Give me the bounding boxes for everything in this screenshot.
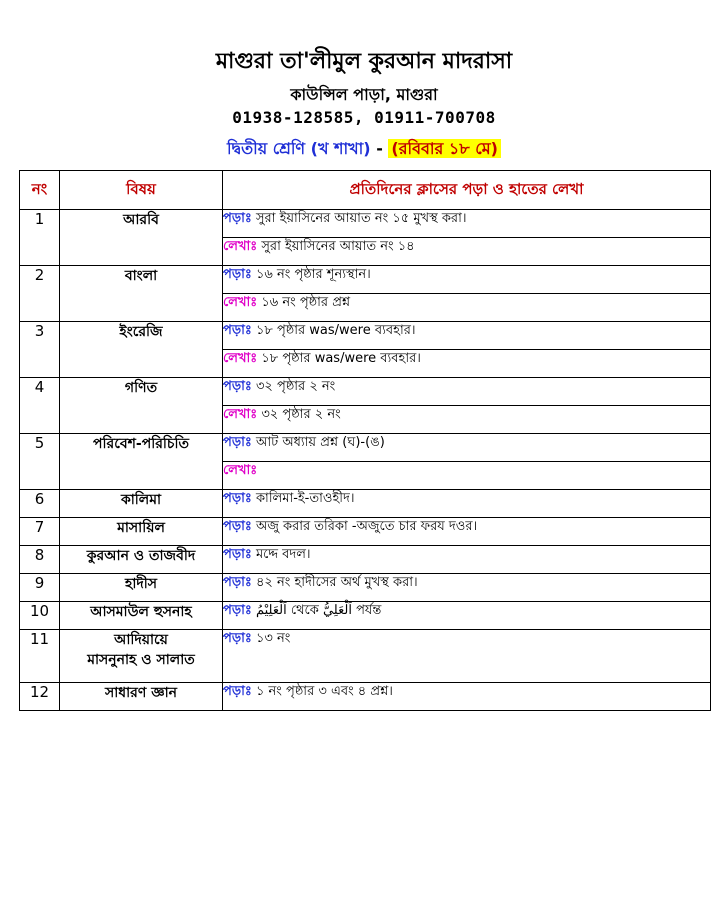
arabic-name-start: اَلْعَلِيْمُ [255,603,287,618]
write-task [223,350,711,378]
subject-line-2: মাসনুনাহ ও সালাত [87,652,195,668]
madrasa-address: কাউন্সিল পাড়া, মাগুরা [290,85,438,104]
read-label: পড়াঃ [223,211,252,226]
row-number: 8 [20,546,60,574]
subject-name: কালিমা [60,490,223,518]
table-row [20,546,711,574]
read-text: কালিমা-ই-তাওহীদ। [255,491,355,506]
row-number: 4 [20,378,60,434]
subject-name: হাদীস [60,574,223,602]
read-task [223,546,711,574]
phone-numbers: 01938-128585, 01911-700708 [232,108,496,127]
class-info-line [0,136,728,163]
read-task [223,490,711,518]
madrasa-title: মাগুরা তা'লীমুল কুরআন মাদরাসা [215,49,513,74]
header-subject: বিষয় [60,171,223,210]
read-task [223,266,711,294]
table-header-row [20,171,711,210]
subject-name: আসমাউল হুসনাহ [60,602,223,630]
subject-name: বাংলা [60,266,223,322]
read-text: সুরা ইয়াসিনের আয়াত নং ১৫ মুখস্থ করা। [255,211,467,226]
table-row [20,683,711,711]
read-label: পড়াঃ [223,267,252,282]
routine-table [19,170,711,711]
subject-name: ইংরেজি [60,322,223,378]
write-task [223,462,711,490]
read-label: পড়াঃ [223,684,252,699]
read-task [223,518,711,546]
table-row [20,574,711,602]
row-number: 7 [20,518,60,546]
read-text: ১ নং পৃষ্ঠার ৩ এবং ৪ প্রশ্ন। [255,684,393,699]
read-task [223,602,711,630]
subject-name: সাধারণ জ্ঞান [60,683,223,711]
table-row [20,210,711,238]
write-label: লেখাঃ [223,351,258,366]
subject-name: কুরআন ও তাজবীদ [60,546,223,574]
read-label: পড়াঃ [223,603,252,618]
subject-name: পরিবেশ-পরিচিতি [60,434,223,490]
day-date-highlight: (রবিবার ১৮ মে) [388,139,501,158]
read-label: পড়াঃ [223,435,252,450]
read-text-from: থেকে [286,603,323,618]
read-text: অজু করার তরিকা -অজুতে চার ফরয দওর। [255,519,478,534]
row-number: 12 [20,683,60,711]
subject-name: মাসায়িল [60,518,223,546]
read-label: পড়াঃ [223,575,252,590]
table-row [20,378,711,406]
read-label: পড়াঃ [223,631,252,646]
row-number: 3 [20,322,60,378]
read-task [223,574,711,602]
read-text: ৩২ পৃষ্ঠার ২ নং [255,379,336,394]
read-label: পড়াঃ [223,519,252,534]
write-label: লেখাঃ [223,239,258,254]
read-text-to: পর্যন্ত [351,603,382,618]
write-label: লেখাঃ [223,295,258,310]
write-text: ১৮ পৃষ্ঠার was/were ব্যবহার। [261,351,421,366]
read-task [223,683,711,711]
row-number: 2 [20,266,60,322]
subject-name [60,630,223,683]
read-text: আট অধ্যায় প্রশ্ন (ঘ)-(ঙ) [255,435,385,450]
subject-line-1: আদিয়ায়ে [114,632,168,648]
separator: - [370,139,389,158]
read-task [223,378,711,406]
header-no: নং [20,171,60,210]
row-number: 5 [20,434,60,490]
table-row [20,630,711,683]
read-task [223,434,711,462]
subject-name: আরবি [60,210,223,266]
write-task [223,406,711,434]
row-number: 1 [20,210,60,266]
read-label: পড়াঃ [223,379,252,394]
table-row [20,322,711,350]
table-row [20,518,711,546]
arabic-name-end: اَلْعَلِيُّ [322,603,352,618]
write-text: ১৬ নং পৃষ্ঠার প্রশ্ন [261,295,351,310]
table-row [20,266,711,294]
read-label: পড়াঃ [223,491,252,506]
read-text: ৪২ নং হাদীসের অর্থ মুখস্থ করা। [255,575,418,590]
write-label: লেখাঃ [223,463,258,478]
class-name: দ্বিতীয় শ্রেণি (খ শাখা) [227,139,371,158]
write-label: লেখাঃ [223,407,258,422]
table-row [20,602,711,630]
read-label: পড়াঃ [223,323,252,338]
subject-name: গণিত [60,378,223,434]
write-text: ৩২ পৃষ্ঠার ২ নং [261,407,341,422]
read-text: মদ্দে বদল। [255,547,311,562]
row-number: 9 [20,574,60,602]
table-row [20,434,711,462]
row-number: 6 [20,490,60,518]
row-number: 10 [20,602,60,630]
write-text: সুরা ইয়াসিনের আয়াত নং ১৪ [261,239,415,254]
read-task [223,630,711,683]
header-task: প্রতিদিনের ক্লাসের পড়া ও হাতের লেখা [223,171,711,210]
read-task [223,322,711,350]
row-number: 11 [20,630,60,683]
read-task [223,210,711,238]
read-label: পড়াঃ [223,547,252,562]
table-row [20,490,711,518]
write-task [223,238,711,266]
write-task [223,294,711,322]
read-text: ১৩ নং [255,631,291,646]
read-text: ১৬ নং পৃষ্ঠার শূন্যস্থান। [255,267,371,282]
read-text: ১৮ পৃষ্ঠার was/were ব্যবহার। [255,323,416,338]
